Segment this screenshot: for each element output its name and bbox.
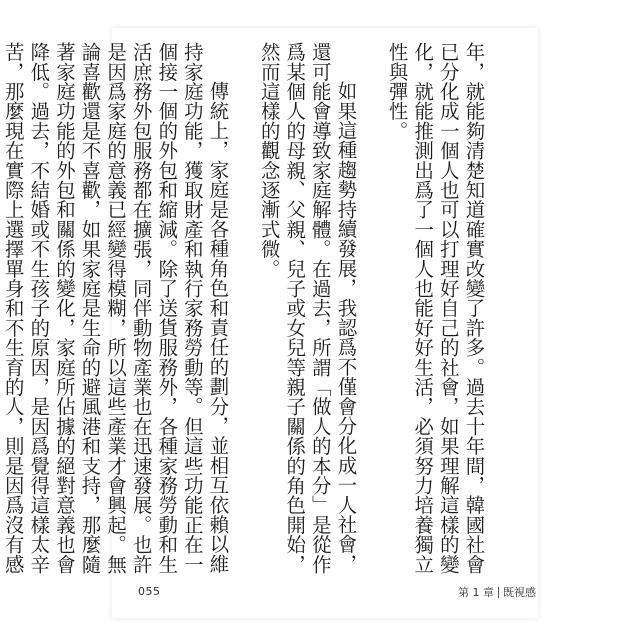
paragraph-3: 傳統上，家庭是各種角色和責任的劃分，並相互依賴以維持家庭功能，獲取財產和執行家務勞動等。但這些功能正在一個接一個的外包和縮減。除了送貨服務外，各種家務勞動和生活庶務外包服務都在擴張，同伴動物產業也在迅速發展。也許是因爲家庭的意義已經變得模糊，所以這些產業才會興起。無論喜歡還是不喜歡，如果家庭是生命的避風港和支持，那麼隨著家庭功能的外包和關係的變化，家庭所佔據的絕對意義也會降低。過去，不結婚或不生孩子的原因，是因爲覺得這樣太辛苦，那麼現在實際上選擇單身和不生育的人，則是因爲沒有感 — [1, 42, 230, 574]
chapter-number: 第 1 章 — [458, 586, 494, 599]
running-header-chapter — [458, 584, 536, 600]
vertical-body-text — [1, 42, 512, 582]
page-number: 055 — [138, 585, 161, 598]
paragraph-2: 如果這種趨勢持續發展，我認爲不僅會分化成一人社會，還可能會導致家庭解體。在過去，所謂「做人的本分」是從作爲某個人的母親、父親、兒子或女兒等親子關係的角色開始，然而這樣的觀念逐漸式微。 — [257, 42, 358, 574]
paragraph-1: 年，就能夠清楚知道確實改變了許多。過去十年間，韓國社會已分化成一個人也可以打理好自己的社會，如果理解這樣的變化，就能推測出爲了一個人也能好好生活，必須努力培養獨立性與彈性。 — [385, 42, 486, 574]
chapter-title: 既視感 — [503, 586, 536, 599]
chapter-divider — [498, 587, 499, 598]
